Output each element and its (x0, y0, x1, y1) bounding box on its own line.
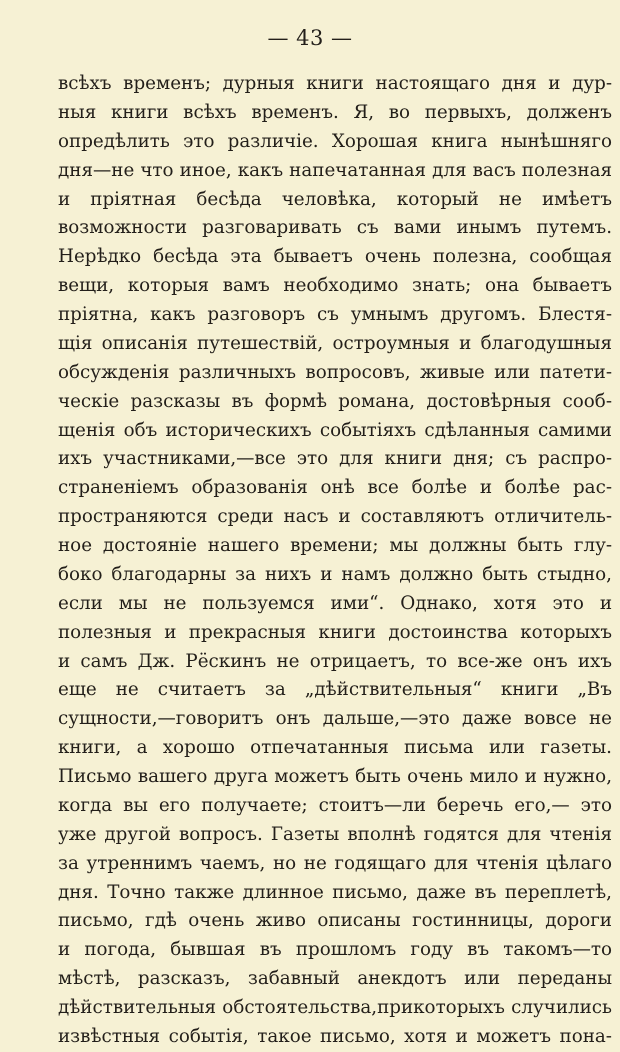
text-line: книги, а хорошо отпечатанныя письма или газеты. (58, 737, 612, 759)
text-line: возможности разговаривать съ вами инымъ путемъ. (58, 217, 612, 239)
text-line: письмо, гдѣ очень живо описаны гостинницы, дороги (58, 910, 612, 932)
text-line: сущности,—говоритъ онъ дальше,—это даже вовсе не (58, 708, 612, 730)
text-line: щенія объ историческихъ событіяхъ сдѣланныя самими (58, 419, 612, 441)
text-line: Нерѣдко бесѣда эта бываетъ очень полезна, сообщая (58, 246, 612, 268)
text-line: ческіе разсказы въ формѣ романа, достовѣрныя сооб- (58, 390, 612, 412)
text-line: когда вы его получаете; стоитъ—ли беречь его,— это (58, 794, 612, 816)
text-line: страненіемъ образованія онѣ все болѣе и болѣе рас- (58, 477, 612, 499)
text-line: всѣхъ временъ; дурныя книги настоящаго дня и дур- (58, 73, 612, 94)
text-line: вещи, которыя вамъ необходимо знать; она бываетъ (58, 275, 612, 297)
text-line: дня. Точно также длинное письмо, даже въ переплетѣ, (58, 881, 612, 903)
text-line: за утреннимъ чаемъ, но не годящаго для чтенія цѣлаго (58, 852, 612, 874)
text-line: полезныя и прекрасныя книги достоинства которыхъ (58, 621, 612, 643)
text-line: и самъ Дж. Рёскинъ не отрицаетъ, то все-же онъ ихъ (58, 650, 612, 672)
text-line: Письмо вашего друга можетъ быть очень мило и нужно, (58, 766, 612, 787)
text-line: ихъ участниками,—все это для книги дня; съ распро- (58, 448, 612, 470)
text-line: мѣстѣ, разсказъ, забавный анекдотъ или переданы (58, 968, 612, 990)
text-line: дѣйствительныя обстоятельства,прикоторыхъ случились (58, 997, 612, 1018)
text-line: ныя книги всѣхъ временъ. Я, во первыхъ, долженъ (58, 101, 612, 123)
text-line: дня—не что иное, какъ напечатанная для васъ полезная (58, 159, 612, 181)
text-line: извѣстныя событія, такое письмо, хотя и можетъ пона- (58, 1025, 612, 1047)
text-line: уже другой вопросъ. Газеты вполнѣ годятся для чтенія (58, 823, 612, 845)
text-line: боко благодарны за нихъ и намъ должно быть стыдно, (58, 563, 612, 585)
text-line: еще не считаетъ за „дѣйствительныя“ книги „Въ (58, 679, 612, 701)
text-line: обсужденія различныхъ вопросовъ, живые или патети- (58, 361, 612, 383)
body-text (58, 70, 612, 1052)
text-line: пространяются среди насъ и составляютъ отличитель- (58, 506, 612, 528)
page-number: — 43 — (267, 26, 353, 50)
text-line: щія описанія путешествій, остроумныя и благодушныя (58, 332, 612, 354)
text-line: пріятна, какъ разговоръ съ умнымъ другомъ. Блестя- (58, 304, 612, 325)
text-line: опредѣлить это различіе. Хорошая книга нынѣшняго (58, 130, 612, 152)
text-line: и погода, бывшая въ прошломъ году въ такомъ—то (58, 939, 612, 961)
text-line: и пріятная бесѣда человѣка, который не имѣетъ (58, 188, 612, 210)
text-line: если мы не пользуемся ими“. Однако, хотя это и (58, 592, 612, 614)
text-line: ное достояніе нашего времени; мы должны быть глу- (58, 535, 612, 556)
